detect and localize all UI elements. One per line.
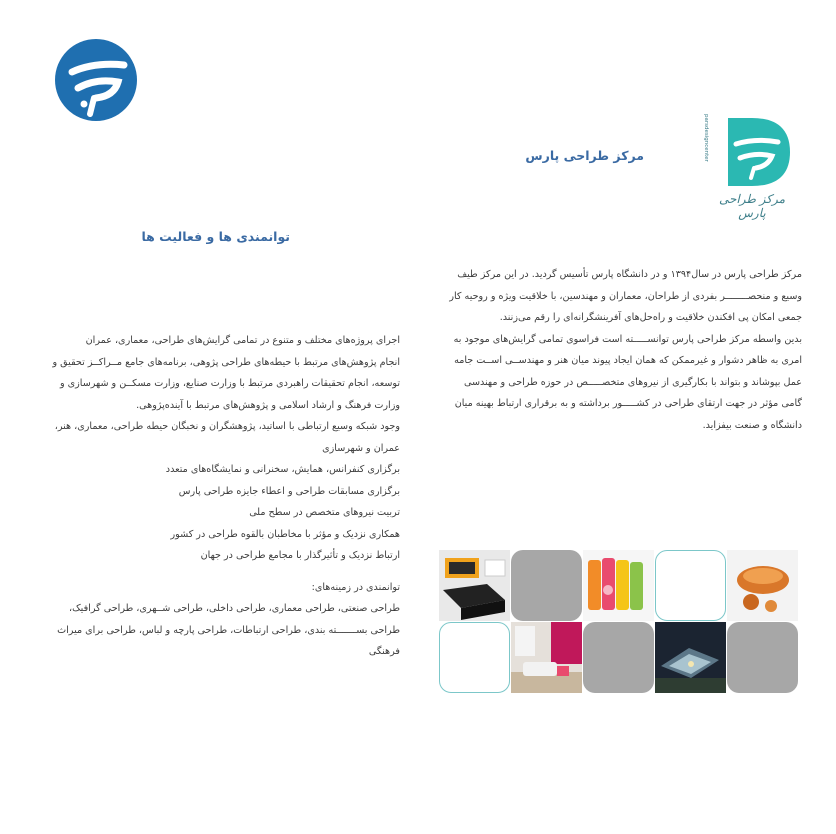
intro-line: عمل بپوشاند و بتواند با بکارگیری از نیروهای متخصـــــص در حوزه طراحی و مهندسی [463,376,802,388]
section-title-capabilities: توانمندی ها و فعالیت ها [141,229,290,244]
page-title: مرکز طراحی پارس [525,148,644,163]
capabilities-list [30,330,400,663]
intro-line: دانشگاه و صنعت بیفزاید. [702,419,802,431]
intro-paragraph [438,264,802,436]
gallery-tile-blank [583,622,654,693]
capability-item: انجام پژوهش‌های مرتبط با حیطه‌های طراحی پژوهی، برنامه‌های جامع مــراکــز تحقیق و [52,356,400,368]
gallery-tile-packaging [439,550,510,621]
logo-caption: مرکز طراحی پارس [718,192,786,220]
capability-item: اجرای پروژه‌های مختلف و متنوع در تمامی گرایش‌های طراحی، معماری، عمران [85,335,400,346]
capability-item: عمران و شهرسازی [322,442,400,454]
capability-item: برگزاری کنفرانس، همایش، سخنرانی و نمایشگاه‌های متعدد [165,464,400,475]
capability-item: توسعه، انجام تحقیقات راهبردی مرتبط با وزارت صنایع، وزارت مسکــن و شهرسازی و [59,378,400,389]
intro-line: وسیع و منحصــــــــر بفردی از طراحان، معماران و مهندسین، با خلاقیت ویژه و روحیه کار [449,290,802,302]
gallery-tile-cans [583,550,654,621]
capability-item: ارتباط نزدیک و تأثیرگذار با مجامع طراحی در جهان [200,550,400,561]
capability-item: تربیت نیروهای متخصص در سطح ملی [249,507,400,518]
intro-line: بدین واسطه مرکز طراحی پارس توانســـــته است فراسوی تمامی گرایش‌های موجود به [453,333,802,345]
fields-line: طراحی بســـــــته بندی، طراحی ارتباطات، طراحی پارچه و لباس، طراحی برای میراث [57,624,400,636]
capability-item: برگزاری مسابقات طراحی و اعطاء جایزه طراحی پارس [178,485,400,497]
gallery-tile-blank [439,622,510,693]
fields-line: طراحی صنعتی، طراحی معماری، طراحی داخلی، طراحی شــهری، طراحی گرافیک، [69,603,400,614]
fields-line: فرهنگی [368,646,400,657]
gallery-tile-orange-objects [727,550,798,621]
pars-logo-round [54,38,138,122]
gallery-tile-architecture [655,622,726,693]
capability-item: همکاری نزدیک و مؤثر با مخاطبان بالقوه طراحی در کشور [170,528,400,540]
svg-text:parsdesigncenter: parsdesigncenter [703,114,709,162]
gallery-tile-blank [655,550,726,621]
fields-label: توانمندی در زمینه‌های: [311,581,400,593]
intro-line: گامی مؤثر در جهت ارتقای طراحی در کشـــــور برداشته و به برقراری ارتباط بهینه میان [454,398,802,409]
intro-line: امری به ظاهر دشوار و غیرممکن که همان ایجاد پیوند میان هنر و مهندســی اســت جامه [454,355,802,366]
intro-line: جمعی امکان پی افکندن خلاقیت و راه‌حل‌های آفرینشگرانه‌ای را رقم می‌زنند. [499,312,802,323]
capability-item: وجود شبکه وسیع ارتباطی با اساتید، پژوهشگران و نخبگان حیطه طراحی، معماری، هنر، [54,421,400,432]
intro-line: مرکز طراحی پارس در سال۱۳۹۴ و در دانشگاه پارس تأسیس گردید. در این مرکز طیف [457,269,802,280]
capability-item: وزارت فرهنگ و ارشاد اسلامی و پژوهش‌های مرتبط با آینده‌پژوهی. [136,399,400,411]
gallery-tile-blank [727,622,798,693]
gallery-tile-interior [511,622,582,693]
gallery-tile-blank [511,550,582,621]
